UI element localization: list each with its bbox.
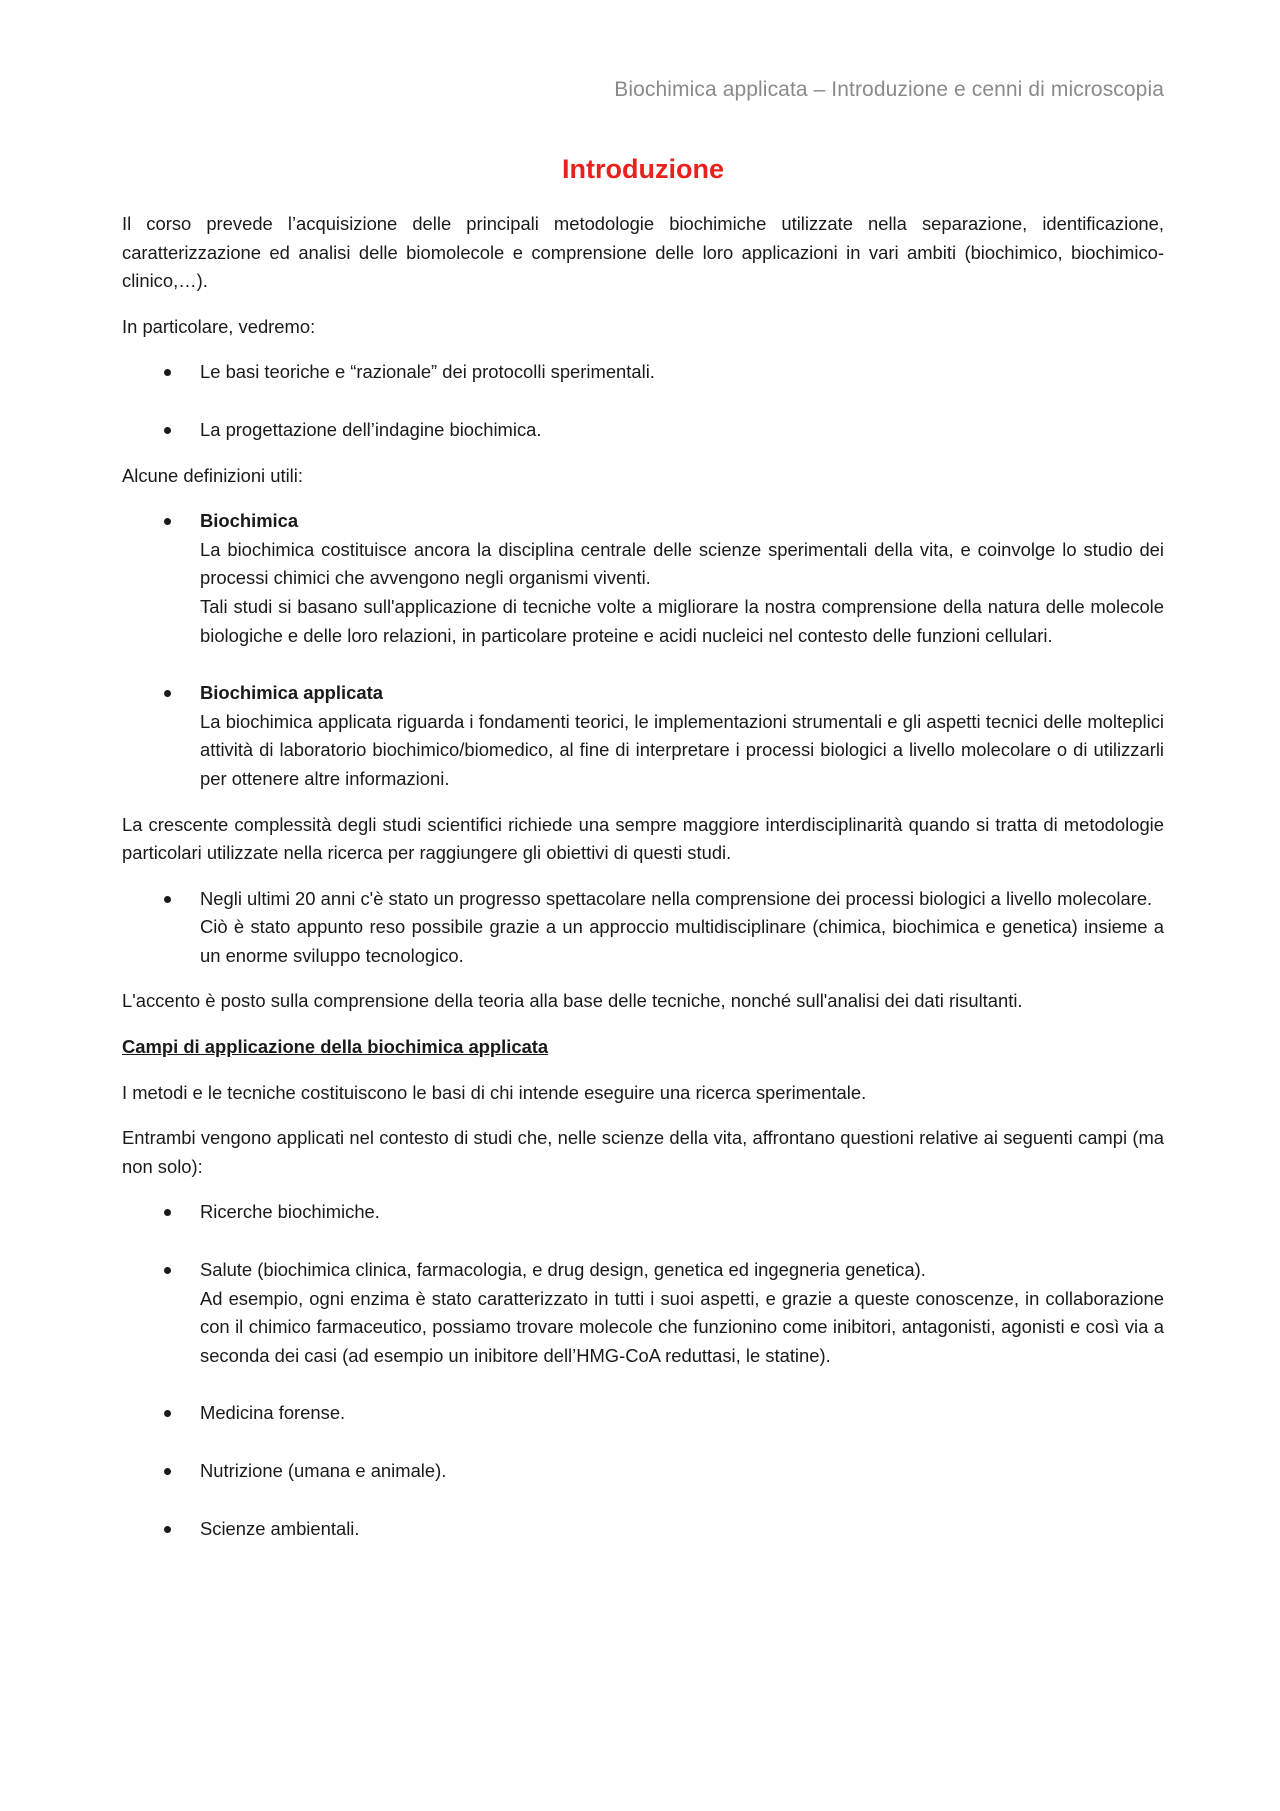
fields-list: [122, 1198, 1164, 1543]
list-item: [122, 1198, 1164, 1227]
intro-list: [122, 358, 1164, 444]
section-heading: Campi di applicazione della biochimica applicata: [122, 1036, 549, 1058]
running-header: Biochimica applicata – Introduzione e cenni di microscopia: [614, 78, 1164, 101]
definition-term: Biochimica applicata: [200, 682, 383, 704]
definitions-list: [122, 507, 1164, 793]
definition-text: Tali studi si basano sull'applicazione di tecniche volte a migliorare la nostra comprensione della natura delle molecole biologiche e delle loro relazioni, in particolare proteine e acidi nucleici nel contesto delle funzioni cellulari.: [200, 595, 1164, 646]
complexity-closing: L'accento è posto sulla comprensione della teoria alla base delle tecniche, nonché sull'analisi dei dati risultanti.: [122, 990, 1023, 1012]
list-item: [122, 1515, 1164, 1544]
definition-text: La biochimica applicata riguarda i fondamenti teorici, le implementazioni strumentali e gli aspetti tecnici delle molteplici attività di laboratorio biochimico/biomedico, al fine di interpretare i processi biologici a livello molecolare o di utilizzarli per ottenere altre informazioni.: [200, 710, 1164, 789]
intro-lead: In particolare, vedremo:: [122, 315, 316, 337]
list-item: La progettazione dell’indagine biochimica.: [122, 416, 1164, 445]
definition-item: [122, 679, 1164, 793]
list-item-text: Scienze ambientali.: [200, 1517, 360, 1539]
complexity-paragraph: La crescente complessità degli studi scientifici richiede una sempre maggiore interdisciplinarità quando si tratta di metodologie particolari utilizzate nella ricerca per raggiungere gli obiettivi di questi studi.: [122, 813, 1164, 864]
list-item-text: Salute (biochimica clinica, farmacologia, e drug design, genetica ed ingegneria genetica).: [200, 1259, 926, 1281]
definition-item: [122, 507, 1164, 650]
list-item: [122, 885, 1164, 971]
list-item-text: Ad esempio, ogni enzima è stato caratterizzato in tutti i suoi aspetti, e grazie a queste conoscenze, in collaborazione con il chimico farmaceutico, possiamo trovare molecole che funzionino come inibitori, antagonisti, agonisti e così via a seconda dei casi (ad esempio un inibitore dell’HMG-CoA reduttasi, le statine).: [200, 1287, 1164, 1366]
list-item-text: Negli ultimi 20 anni c'è stato un progresso spettacolare nella comprensione dei processi biologici a livello molecolare.: [200, 887, 1153, 909]
definitions-lead: Alcune definizioni utili:: [122, 464, 303, 486]
page-title: Introduzione: [562, 154, 724, 184]
intro-paragraph: Il corso prevede l’acquisizione delle principali metodologie biochimiche utilizzate nella separazione, identificazione, caratterizzazione ed analisi delle biomolecole e comprensione delle loro applicazioni in vari ambiti (biochimico, biochimico-clinico,…).: [122, 213, 1164, 292]
document-body: [122, 210, 1164, 1560]
definition-text: La biochimica costituisce ancora la disciplina centrale delle scienze sperimentali della vita, e coinvolge lo studio dei processi chimici che avvengono negli organismi viventi.: [200, 538, 1164, 589]
list-item: Le basi teoriche e “razionale” dei protocolli sperimentali.: [122, 358, 1164, 387]
list-item-text: Nutrizione (umana e animale).: [200, 1460, 447, 1481]
list-item: [122, 1399, 1164, 1428]
list-item: [122, 1457, 1164, 1486]
complexity-list: [122, 885, 1164, 971]
list-item-text: Medicina forense.: [200, 1402, 346, 1424]
list-item: [122, 1256, 1164, 1370]
list-item-text: Ricerche biochimiche.: [200, 1201, 380, 1223]
fields-paragraph: Entrambi vengono applicati nel contesto di studi che, nelle scienze della vita, affrontano questioni relative ai seguenti campi (ma non solo):: [122, 1127, 1164, 1177]
fields-paragraph: I metodi e le tecniche costituiscono le basi di chi intende eseguire una ricerca sperimentale.: [122, 1081, 867, 1103]
list-item-text: Ciò è stato appunto reso possibile grazie a un approccio multidisciplinare (chimica, biochimica e genetica) insieme a un enorme sviluppo tecnologico.: [200, 916, 1164, 966]
definition-term: Biochimica: [200, 510, 299, 532]
